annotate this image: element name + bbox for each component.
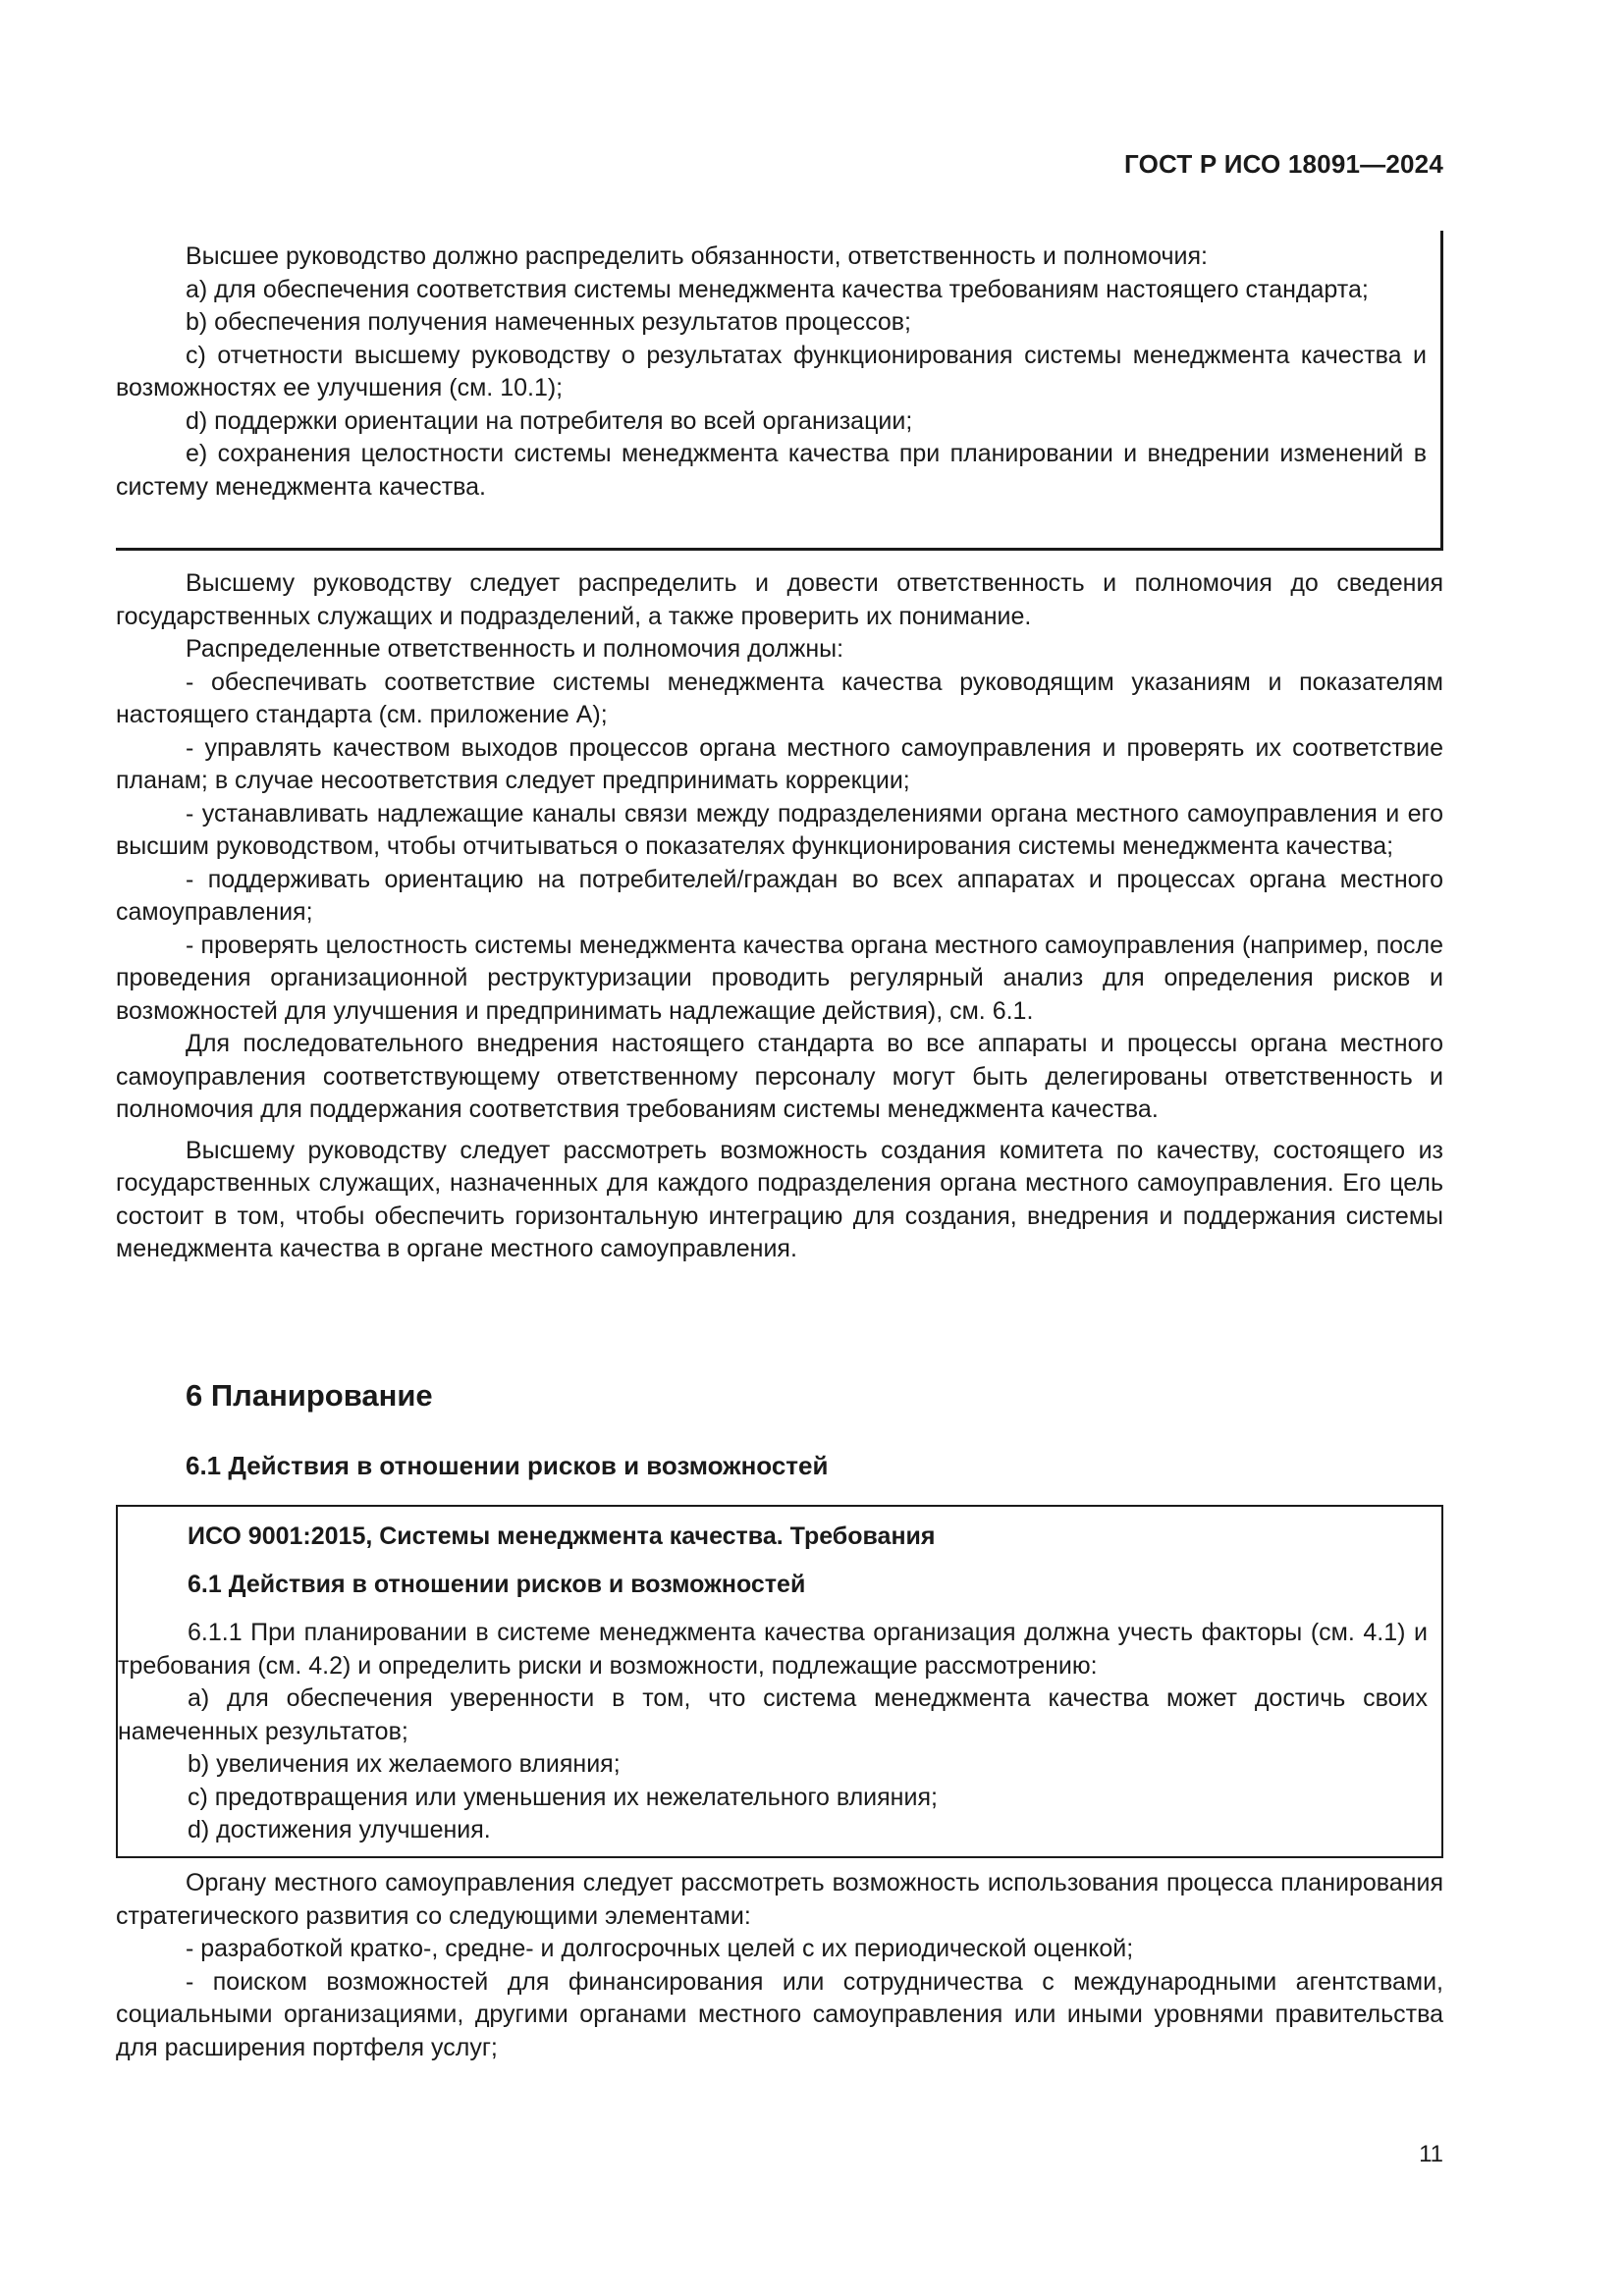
list-item: - управлять качеством выходов процессов органа местного самоуправления и проверять их соответствие планам; в случае несоответствия следует предпринимать коррекции; xyxy=(116,733,1443,794)
paragraph: Высшему руководству следует рассмотреть возможность создания комитета по качеству, состоящего из государственных служащих, назначенных для каждого подразделения органа местного самоуправления. Его цель состоит в том, чтобы обеспечить горизонтальную интеграцию для создания, внедрения и поддержания системы менеджмента качества в органе местного самоуправления. xyxy=(116,1136,1443,1262)
quoted-requirement-box xyxy=(116,231,1443,551)
paragraph: Для последовательного внедрения настоящего стандарта во все аппараты и процессы органа местного самоуправления соответствующему ответственному персоналу могут быть делегированы ответственность и полномочия для поддержания соответствия требованиям системы менеджмента качества. xyxy=(116,1030,1443,1123)
document-page xyxy=(116,0,1443,2296)
box-line: а) для обеспечения соответствия системы менеджмента качества требованиям настоящего стандарта; xyxy=(186,275,1369,303)
list-item: - поиском возможностей для финансирования или сотрудничества с международными агентствами, социальными организациями, другими органами местного самоуправления или иными уровнями правительства для расширения портфеля услуг; xyxy=(116,1967,1443,2061)
box-line: b) увеличения их желаемого влияния; xyxy=(188,1750,621,1778)
box-line: Высшее руководство должно распределить обязанности, ответственность и полномочия: xyxy=(186,242,1208,270)
box-line: с) предотвращения или уменьшения их нежелательного влияния; xyxy=(188,1783,938,1811)
list-item: - поддерживать ориентацию на потребителей/граждан во всех аппаратах и процессах органа местного самоуправления; xyxy=(116,865,1443,926)
list-item: - разработкой кратко-, средне- и долгосрочных целей с их периодической оценкой; xyxy=(186,1935,1134,1962)
box-subsection-title: 6.1 Действия в отношении рисков и возможностей xyxy=(188,1571,806,1598)
box-line: d) поддержки ориентации на потребителя во всей организации; xyxy=(186,406,913,435)
body-text-1 xyxy=(116,567,1443,1266)
box-line: а) для обеспечения уверенности в том, что система менеджмента качества может достичь своих намеченных результатов; xyxy=(118,1684,1428,1745)
page-number: 11 xyxy=(1419,2141,1443,2167)
body-text-2 xyxy=(116,1867,1443,2064)
quoted-standard-box xyxy=(116,1505,1443,1858)
box-line: 6.1.1 При планировании в системе менеджмента качества организация должна учесть факторы (см. 4.1) и требования (см. 4.2) и определить риски и возможности, подлежащие рассмотрению: xyxy=(118,1619,1428,1680)
list-item: - проверять целостность системы менеджмента качества органа местного самоуправления (например, после проведения организационной реструктуризации проводить регулярный анализ для определения рисков и возможностей для улучшения и предпринимать надлежащие действия), см. 6.1. xyxy=(116,931,1443,1025)
box-line: e) сохранения целостности системы менеджмента качества при планировании и внедрении изменений в систему менеджмента качества. xyxy=(116,440,1427,501)
box-standard-title: ИСО 9001:2015, Системы менеджмента качества. Требования xyxy=(188,1522,936,1550)
section-heading: 6 Планирование xyxy=(186,1378,433,1413)
list-item: - обеспечивать соответствие системы менеджмента качества руководящим указаниям и показателям настоящего стандарта (см. приложение А); xyxy=(116,667,1443,728)
paragraph: Высшему руководству следует распределить и довести ответственность и полномочия до сведения государственных служащих и подразделений, а также проверить их понимание. xyxy=(116,569,1443,630)
subsection-heading: 6.1 Действия в отношении рисков и возможностей xyxy=(186,1451,829,1480)
document-header: ГОСТ Р ИСО 18091—2024 xyxy=(1123,149,1443,179)
list-item: - устанавливать надлежащие каналы связи между подразделениями органа местного самоуправления и его высшим руководством, чтобы отчитываться о показателях функционирования системы менеджмента качества; xyxy=(116,799,1443,860)
paragraph: Распределенные ответственность и полномочия должны: xyxy=(186,635,844,663)
box-line: b) обеспечения получения намеченных результатов процессов; xyxy=(186,308,911,336)
box-line: с) отчетности высшему руководству о результатах функционирования системы менеджмента качества и возможностях ее улучшения (см. 10.1); xyxy=(116,341,1427,401)
paragraph: Органу местного самоуправления следует рассмотреть возможность использования процесса планирования стратегического развития со следующими элементами: xyxy=(116,1869,1443,1930)
box-line: d) достижения улучшения. xyxy=(188,1816,491,1843)
